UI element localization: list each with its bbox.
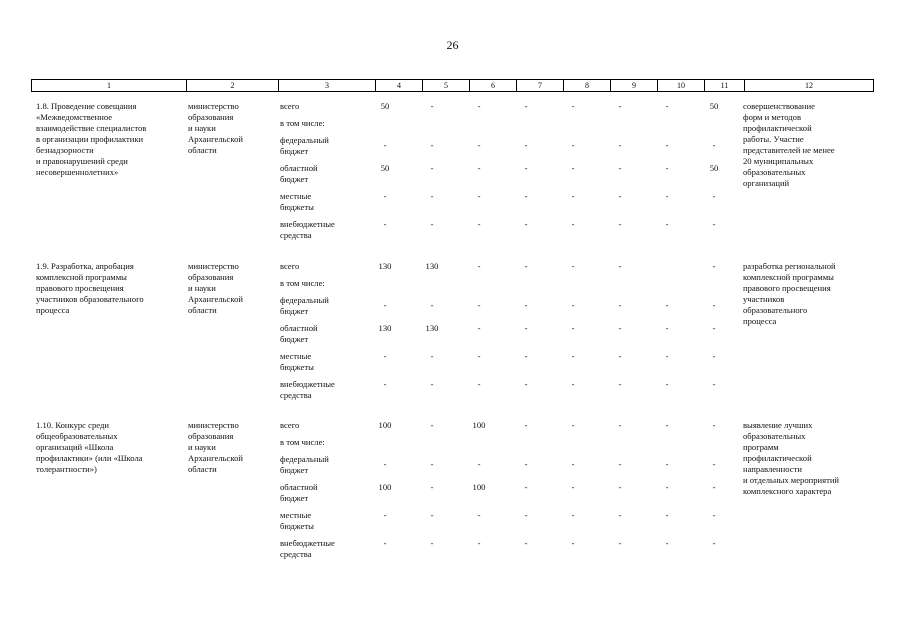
value-col-9: - (618, 510, 622, 520)
funding-label: внебюджетные средства (280, 379, 335, 400)
funding-label: в том числе: (280, 278, 325, 288)
value-col-4: 50 (380, 101, 390, 111)
value-col-7: - (524, 101, 528, 111)
value-col-4: - (383, 191, 387, 201)
value-col-6: - (477, 351, 481, 361)
value-col-4: - (383, 510, 387, 520)
value-col-5: - (430, 482, 434, 492)
funding-line-extrabudgetary (0, 379, 905, 407)
value-col-7: - (524, 510, 528, 520)
value-col-6: - (477, 191, 481, 201)
value-col-6: - (477, 101, 481, 111)
value-col-11: 50 (709, 163, 719, 173)
value-col-10: - (665, 323, 669, 333)
activity-executor: министерство образования и науки Архангельской области (188, 420, 243, 474)
activity-result: выявление лучших образовательных программ профилактической направленности и отдельных мероприятий комплексного характера (743, 420, 840, 496)
funding-line-regional (0, 163, 905, 191)
value-col-8: - (571, 191, 575, 201)
value-col-9: - (618, 459, 622, 469)
value-col-8: - (571, 420, 575, 430)
value-col-5: 130 (425, 323, 439, 333)
value-col-11: - (712, 482, 716, 492)
value-col-9: - (618, 140, 622, 150)
value-col-5: - (430, 101, 434, 111)
value-col-5: - (430, 420, 434, 430)
value-col-5: - (430, 379, 434, 389)
value-col-9: - (618, 300, 622, 310)
value-col-10: - (665, 538, 669, 548)
value-col-7: - (524, 538, 528, 548)
value-col-6: 100 (472, 482, 486, 492)
funding-line-federal (0, 135, 905, 163)
value-col-10: - (665, 219, 669, 229)
funding-line-local (0, 510, 905, 538)
activity-executor: министерство образования и науки Архангельской области (188, 261, 243, 315)
value-col-9: - (618, 379, 622, 389)
value-col-10: - (665, 351, 669, 361)
activity-result: совершенствование форм и методов профилактической работы. Участие представителей не менее 20 муниципальных образовательных организаций (743, 101, 835, 188)
value-col-7: - (524, 482, 528, 492)
value-col-11: - (712, 510, 716, 520)
value-col-11: - (712, 351, 716, 361)
value-col-8: - (571, 538, 575, 548)
header-col-11: 11 (705, 80, 745, 91)
value-col-4: - (383, 351, 387, 361)
funding-label: всего (280, 261, 300, 271)
funding-line-federal (0, 454, 905, 482)
value-col-6: - (477, 300, 481, 310)
funding-label: местные бюджеты (280, 510, 314, 531)
value-col-11: - (712, 261, 716, 271)
value-col-8: - (571, 459, 575, 469)
value-col-4: - (383, 219, 387, 229)
value-col-7: - (524, 300, 528, 310)
value-col-9: - (618, 420, 622, 430)
value-col-5: - (430, 351, 434, 361)
activity-title: 1.9. Разработка, апробация комплексной программы правового просвещения участников образовательного процесса (36, 261, 144, 315)
value-col-9: - (618, 482, 622, 492)
funding-line-extrabudgetary (0, 219, 905, 247)
value-col-10: - (665, 459, 669, 469)
funding-line-regional (0, 482, 905, 510)
value-col-10: - (665, 300, 669, 310)
value-col-10: - (665, 510, 669, 520)
funding-label: в том числе: (280, 437, 325, 447)
activity-title: 1.10. Конкурс среди общеобразовательных организаций «Школа профилактики» (или «Школа толерантности») (36, 420, 143, 474)
value-col-11: - (712, 379, 716, 389)
value-col-11: - (712, 191, 716, 201)
value-col-4: - (383, 140, 387, 150)
value-col-7: - (524, 459, 528, 469)
value-col-7: - (524, 379, 528, 389)
activity-executor: министерство образования и науки Архангельской области (188, 101, 243, 155)
funding-line-local (0, 191, 905, 219)
value-col-11: - (712, 459, 716, 469)
value-col-8: - (571, 140, 575, 150)
value-col-10: - (665, 191, 669, 201)
header-col-9: 9 (611, 80, 658, 91)
table-header-row (31, 79, 874, 92)
value-col-10: - (665, 101, 669, 111)
value-col-7: - (524, 191, 528, 201)
value-col-6: 100 (472, 420, 486, 430)
value-col-5: - (430, 300, 434, 310)
funding-label: всего (280, 101, 300, 111)
value-col-8: - (571, 323, 575, 333)
value-col-4: 100 (378, 482, 392, 492)
value-col-4: - (383, 300, 387, 310)
value-col-5: - (430, 219, 434, 229)
funding-label: областной бюджет (280, 163, 318, 184)
value-col-7: - (524, 261, 528, 271)
value-col-4: 130 (378, 261, 392, 271)
value-col-8: - (571, 351, 575, 361)
value-col-4: - (383, 379, 387, 389)
funding-line-extrabudgetary (0, 538, 905, 566)
value-col-10: - (665, 420, 669, 430)
value-col-6: - (477, 140, 481, 150)
header-col-10: 10 (658, 80, 705, 91)
value-col-4: 50 (380, 163, 390, 173)
activity-result: разработка региональной комплексной программы правового просвещения участников образовательного процесса (743, 261, 836, 326)
value-col-5: - (430, 140, 434, 150)
value-col-9: - (618, 261, 622, 271)
value-col-5: - (430, 191, 434, 201)
value-col-9: - (618, 191, 622, 201)
value-col-8: - (571, 510, 575, 520)
funding-label: федеральный бюджет (280, 454, 329, 475)
value-col-9: - (618, 351, 622, 361)
funding-label: внебюджетные средства (280, 219, 335, 240)
funding-line-local (0, 351, 905, 379)
value-col-10: - (665, 379, 669, 389)
value-col-4: - (383, 538, 387, 548)
funding-label: местные бюджеты (280, 191, 314, 212)
funding-label: в том числе: (280, 118, 325, 128)
value-col-10: - (665, 140, 669, 150)
value-col-6: - (477, 459, 481, 469)
value-col-5: - (430, 510, 434, 520)
header-col-4: 4 (376, 80, 423, 91)
funding-label: областной бюджет (280, 323, 318, 344)
value-col-8: - (571, 300, 575, 310)
value-col-7: - (524, 163, 528, 173)
funding-label: внебюджетные средства (280, 538, 335, 559)
value-col-9: - (618, 323, 622, 333)
value-col-11: - (712, 140, 716, 150)
value-col-6: - (477, 510, 481, 520)
value-col-7: - (524, 351, 528, 361)
value-col-8: - (571, 101, 575, 111)
header-col-12: 12 (805, 81, 813, 90)
value-col-11: - (712, 300, 716, 310)
value-col-6: - (477, 538, 481, 548)
value-col-7: - (524, 323, 528, 333)
value-col-5: - (430, 459, 434, 469)
header-col-7: 7 (517, 80, 564, 91)
value-col-7: - (524, 140, 528, 150)
value-col-9: - (618, 538, 622, 548)
value-col-5: - (430, 538, 434, 548)
funding-line-regional (0, 323, 905, 351)
value-col-4: - (383, 459, 387, 469)
page-number: 26 (446, 38, 459, 52)
value-col-5: - (430, 163, 434, 173)
header-col-3: 3 (279, 80, 376, 91)
funding-label: местные бюджеты (280, 351, 314, 372)
header-col-8: 8 (564, 80, 611, 91)
value-col-5: 130 (425, 261, 439, 271)
funding-line-federal (0, 295, 905, 323)
funding-label: федеральный бюджет (280, 295, 329, 316)
value-col-4: 100 (378, 420, 392, 430)
header-col-1: 1 (32, 80, 187, 91)
value-col-11: - (712, 420, 716, 430)
funding-label: федеральный бюджет (280, 135, 329, 156)
activity-title: 1.8. Проведение совещания «Межведомственное взаимодействие специалистов в организации профилактики безнадзорности и правонарушений среди несовершеннолетних» (36, 101, 147, 177)
header-col-2: 2 (187, 80, 279, 91)
value-col-10: - (665, 482, 669, 492)
value-col-7: - (524, 219, 528, 229)
value-col-9: - (618, 101, 622, 111)
funding-label: областной бюджет (280, 482, 318, 503)
value-col-11: - (712, 538, 716, 548)
value-col-11: - (712, 323, 716, 333)
value-col-4: 130 (378, 323, 392, 333)
value-col-6: - (477, 163, 481, 173)
value-col-9: - (618, 219, 622, 229)
value-col-6: - (477, 323, 481, 333)
value-col-8: - (571, 482, 575, 492)
value-col-10: - (665, 163, 669, 173)
value-col-8: - (571, 219, 575, 229)
header-col-5: 5 (423, 80, 470, 91)
value-col-11: - (712, 219, 716, 229)
value-col-6: - (477, 379, 481, 389)
value-col-6: - (477, 261, 481, 271)
value-col-8: - (571, 379, 575, 389)
value-col-8: - (571, 163, 575, 173)
value-col-8: - (571, 261, 575, 271)
funding-label: всего (280, 420, 300, 430)
value-col-7: - (524, 420, 528, 430)
value-col-6: - (477, 219, 481, 229)
value-col-11: 50 (709, 101, 719, 111)
header-col-6: 6 (470, 80, 517, 91)
value-col-9: - (618, 163, 622, 173)
